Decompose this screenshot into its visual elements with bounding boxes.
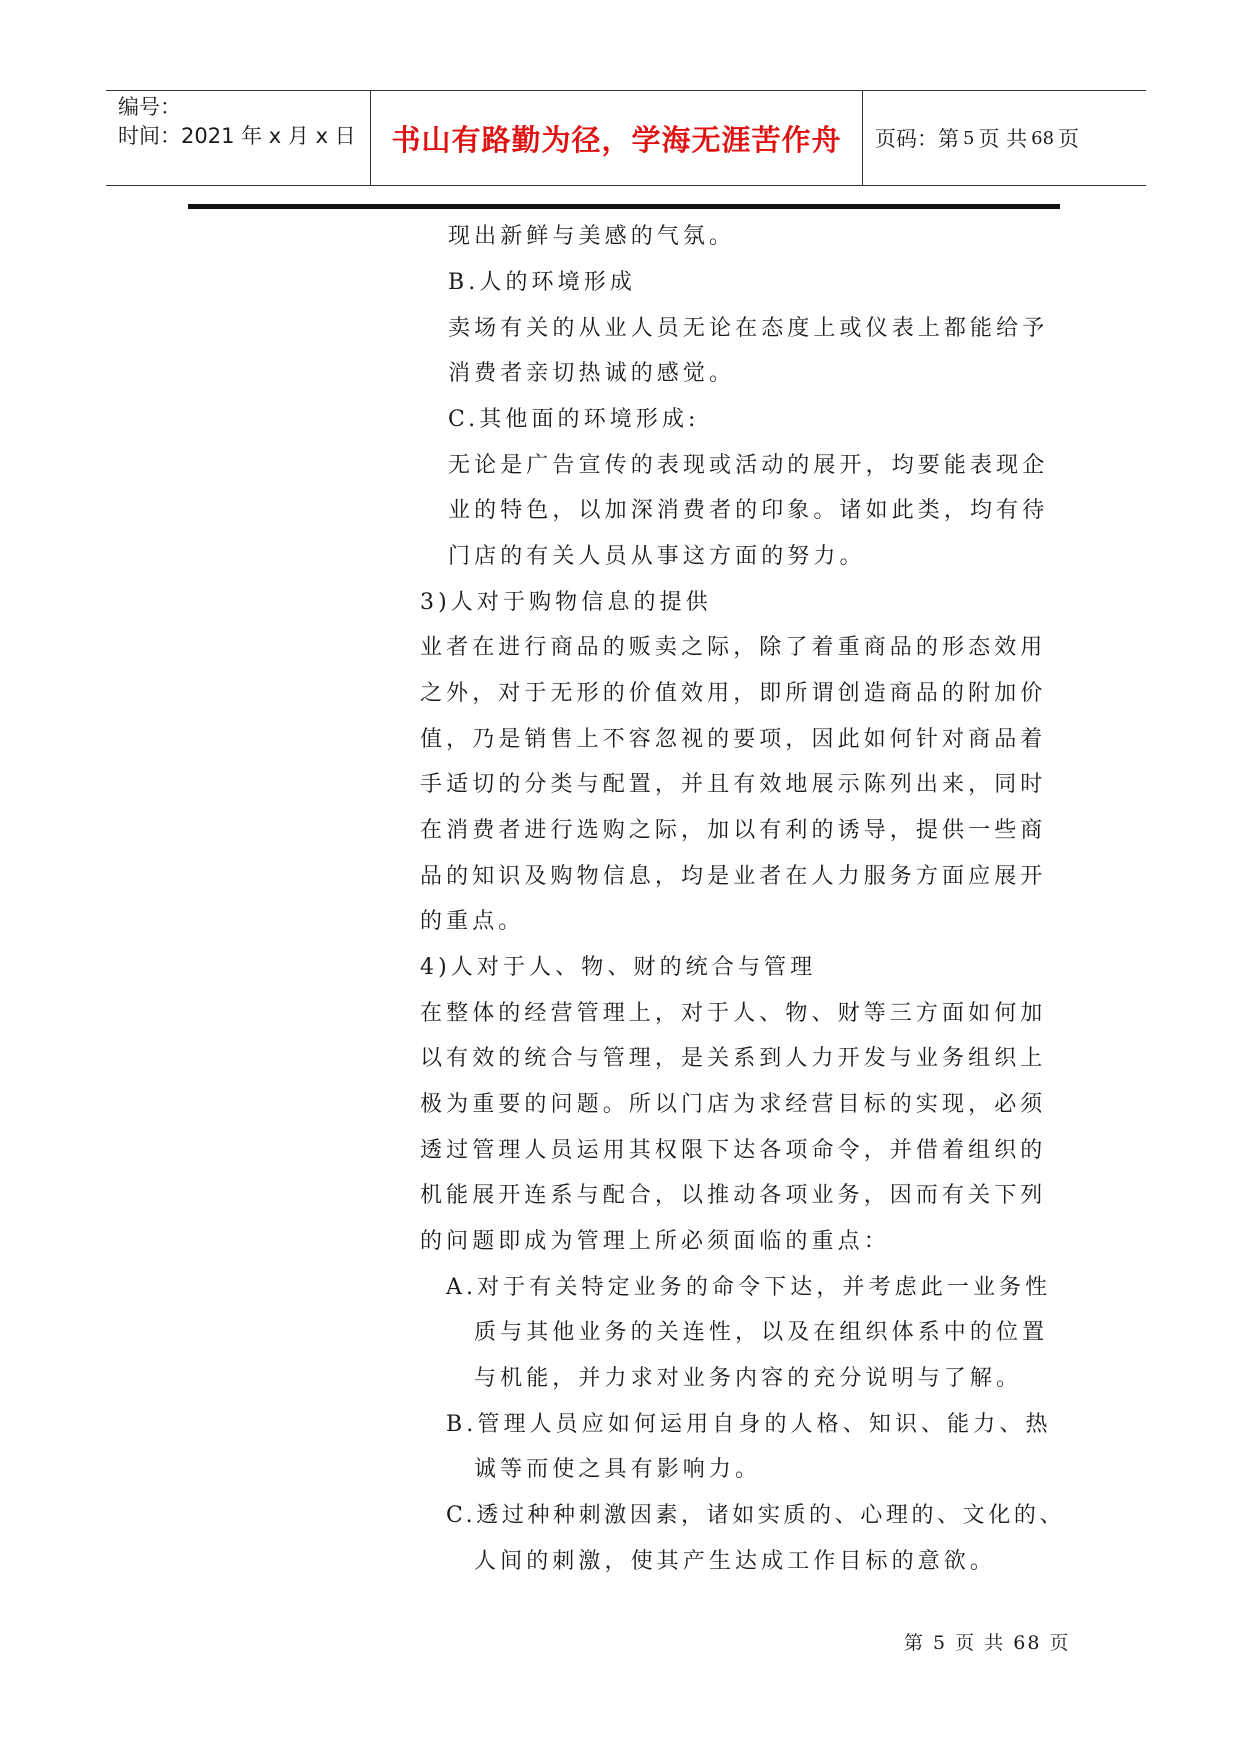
text-line: 人间的刺激，使其产生达成工作目标的意欲。 (474, 1549, 997, 1574)
text-line: 的重点。 (420, 909, 525, 934)
text-line: 值，乃是销售上不容忽视的要项，因此如何针对商品着 (420, 727, 1047, 752)
text-line: 业者在进行商品的贩卖之际，除了着重商品的形态效用 (420, 635, 1047, 660)
text-line: 在消费者进行选购之际，加以有利的诱导，提供一些商 (420, 818, 1047, 843)
header-meta (106, 91, 371, 185)
page-mid: 页 共 (978, 127, 1028, 151)
text-line: 手适切的分类与配置，并且有效地展示陈列出来，同时 (420, 772, 1047, 797)
text-line: 品的知识及购物信息，均是业者在人力服务方面应展开 (420, 864, 1047, 889)
text-line: 极为重要的问题。所以门店为求经营目标的实现，必须 (420, 1092, 1047, 1117)
text-line: 门店的有关人员从事这方面的努力。 (448, 544, 866, 569)
text-line: 的问题即成为管理上所必须面临的重点： (420, 1229, 890, 1254)
text-line: B.管理人员应如何运用自身的人格、知识、能力、热 (446, 1412, 1052, 1437)
header-page-info (863, 91, 1146, 185)
header-motto: 书山有路勤为径，学海无涯苦作舟 (371, 91, 863, 185)
text-line: 3)人对于购物信息的提供 (420, 590, 712, 615)
header-divider (188, 204, 1060, 209)
text-line: 质与其他业务的关连性，以及在组织体系中的位置 (474, 1320, 1049, 1345)
page-total: 68 (1031, 127, 1055, 149)
text-line: 卖场有关的从业人员无论在态度上或仪表上都能给予 (448, 316, 1049, 341)
page-number: 5 (963, 127, 975, 149)
text-line: 诚等而使之具有影响力。 (474, 1457, 762, 1482)
text-line: C.透过种种刺激因素，诸如实质的、心理的、文化的、 (446, 1503, 1066, 1528)
text-line: 机能展开连系与配合，以推动各项业务，因而有关下列 (420, 1183, 1047, 1208)
text-line: 与机能，并力求对业务内容的充分说明与了解。 (474, 1366, 1023, 1391)
page-suffix: 页 (1058, 127, 1080, 151)
text-line: B.人的环境形成 (448, 270, 636, 295)
document-number-label: 编号： (118, 95, 181, 119)
text-line: 以有效的统合与管理，是关系到人力开发与业务组织上 (420, 1046, 1047, 1071)
text-line: 之外，对于无形的价值效用，即所谓创造商品的附加价 (420, 681, 1047, 706)
text-line: 在整体的经营管理上，对于人、物、财等三方面如何加 (420, 1001, 1047, 1026)
text-line: 现出新鲜与美感的气氛。 (448, 224, 736, 249)
text-line: 消费者亲切热诚的感觉。 (448, 361, 736, 386)
text-line: 业的特色，以加深消费者的印象。诸如此类，均有待 (448, 498, 1049, 523)
page-prefix: 页码：第 (875, 127, 959, 151)
text-line: A.对于有关特定业务的命令下达，并考虑此一业务性 (446, 1275, 1052, 1300)
text-line: 透过管理人员运用其权限下达各项命令，并借着组织的 (420, 1138, 1047, 1163)
text-line: 无论是广告宣传的表现或活动的展开，均要能表现企 (448, 453, 1049, 478)
document-time: 时间：2021 年 x 月 x 日 (118, 124, 356, 148)
text-line: 4)人对于人、物、财的统合与管理 (420, 955, 817, 980)
document-header (106, 90, 1146, 186)
page-footer: 第 5 页 共 68 页 (904, 1632, 1071, 1654)
text-line: C.其他面的环境形成: (448, 407, 700, 432)
